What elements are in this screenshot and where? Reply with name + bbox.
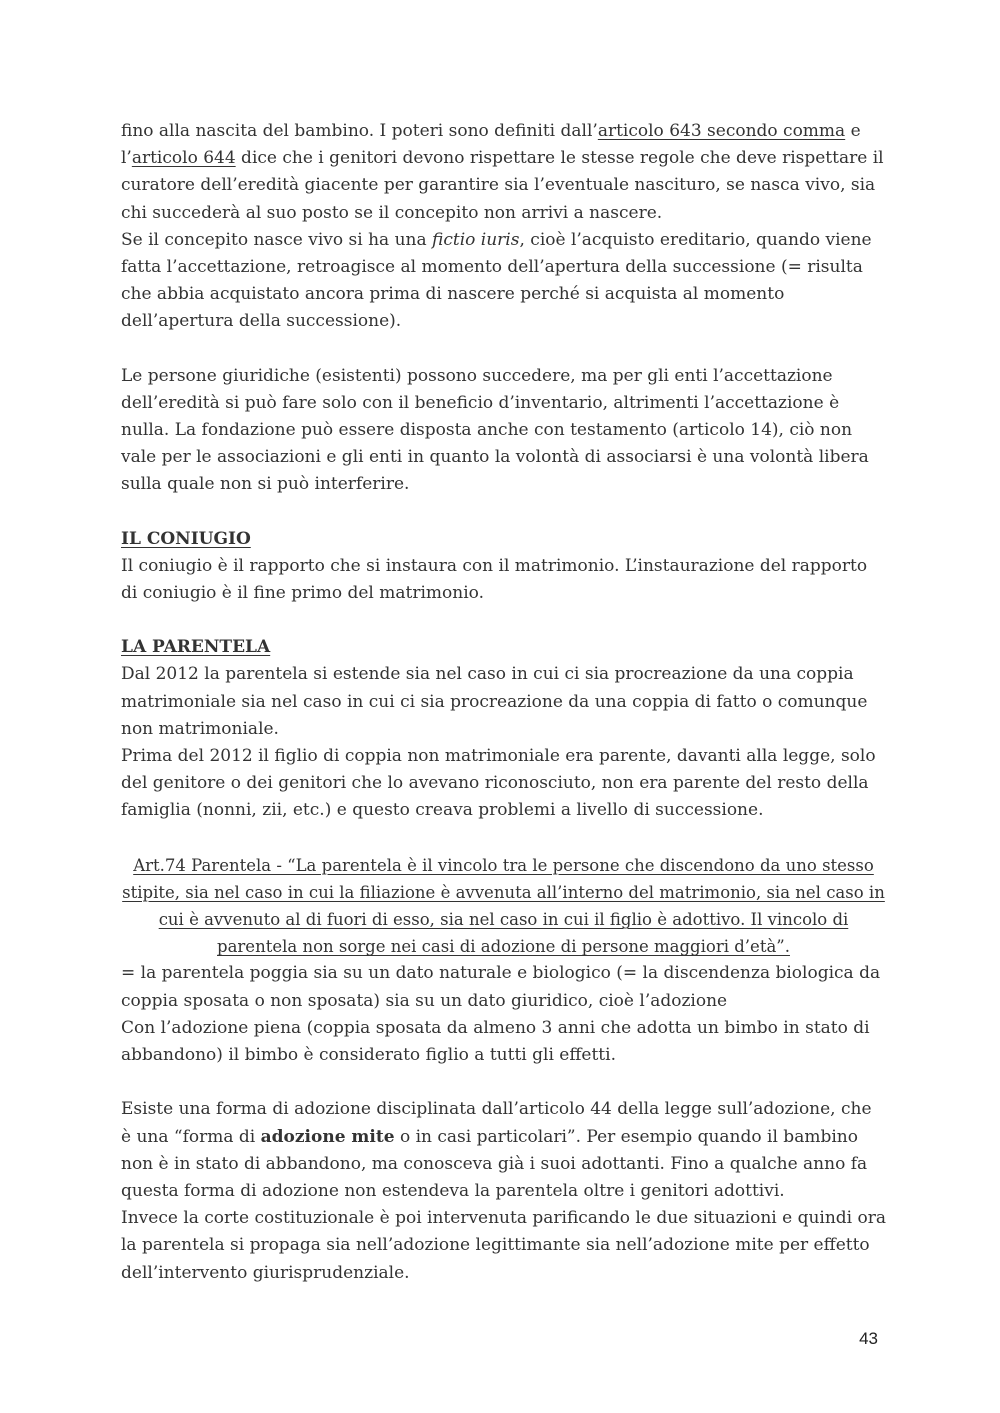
text: o in casi particolari”. Per esempio quando il bambino non è in stato di abbandono, ma conosceva già i suoi adottanti. Fino a qualche anno fa questa forma di adozione non estendeva la parentela oltre i genitori adottivi. [121,1126,868,1201]
paragraph-parentela-2012: Dal 2012 la parentela si estende sia nel caso in cui ci sia procreazione da una coppia matrimoniale sia nel caso in cui ci sia procreazione da una coppia di fatto o comunque non matrimoniale. [121,664,868,739]
text: Esiste una forma di adozione disciplinata dall’articolo 44 della legge sull’adozione, che è una “forma di [121,1099,872,1147]
text: fino alla nascita del bambino. I poteri sono definiti dall’ [121,121,598,141]
paragraph-persone-giuridiche: Le persone giuridiche (esistenti) possono succedere, ma per gli enti l’accettazione dell’eredità si può fare solo con il beneficio d’inventario, altrimenti l’accettazione è nulla. La fondazione può essere disposta anche con testamento (articolo 14), ciò non vale per le associazioni e gli enti in quanto la volontà di associarsi è una volontà libera sulla quale non si può interferire. [121,365,869,495]
paragraph-parentela-dato: = la parentela poggia sia su un dato naturale e biologico (= la discendenza biologica da coppia sposata o non sposata) sia su un dato giuridico, cioè l’adozione [121,963,881,1011]
text: e l’ [121,121,861,169]
italic-term: fictio iuris [432,229,520,250]
paragraph-poteri [121,118,886,227]
paragraph-fictio-iuris [121,227,886,336]
paragraph-adozione-mite [121,1096,886,1205]
heading-parentela: LA PARENTELA [121,637,271,658]
bold-term: adozione mite [260,1126,395,1147]
page-body [121,118,886,1287]
text: Se il concepito nasce vivo si ha una [121,229,433,250]
page-number: 43 [859,1329,878,1348]
paragraph-corte-costituzionale: Invece la corte costituzionale è poi intervenuta parificando le due situazioni e quindi ora la parentela si propaga sia nell’adozione legittimante sia nell’adozione mite per effetto dell’intervento giurisprudenziale. [121,1208,887,1283]
heading-coniugio: IL CONIUGIO [121,528,251,549]
reference-articolo-644: articolo 644 [131,148,236,169]
reference-articolo-643: articolo 643 secondo comma [597,121,846,141]
paragraph-coniugio: Il coniugio è il rapporto che si instaura con il matrimonio. L’instaurazione del rapporto di coniugio è il fine primo del matrimonio. [121,555,868,604]
paragraph-adozione-piena: Con l’adozione piena (coppia sposata da almeno 3 anni che adotta un bimbo in stato di abbandono) il bimbo è considerato figlio a tutti gli effetti. [121,1017,870,1066]
paragraph-parentela-prima: Prima del 2012 il figlio di coppia non matrimoniale era parente, davanti alla legge, solo del genitore o dei genitori che lo avevano riconosciuto, non era parente del resto della famiglia (nonni, zii, etc.) e questo creava problemi a livello di successione. [121,746,876,821]
quote-art-74: Art.74 Parentela - “La parentela è il vincolo tra le persone che discendono da uno stesso stipite, sia nel caso in cui la filiazione è avvenuta all’interno del matrimonio, sia nel caso in cui è avvenuto al di fuori di esso, sia nel caso in cui il figlio è adottivo. Il vincolo di parentela non sorge nei casi di adozione di persone maggiori d’età”. [122,855,885,957]
text: , cioè l’acquisto ereditario, quando viene fatta l’accettazione, retroagisce al momento dell’apertura della successione (= risulta che abbia acquistato ancora prima di nascere perché si acquista al momento dell’apertura della successione). [121,229,872,332]
text: dice che i genitori devono rispettare le stesse regole che deve rispettare il curatore dell’eredità giacente per garantire sia l’eventuale nascituro, se nasca vivo, sia chi succederà al suo posto se il concepito non arrivi a nascere. [121,148,884,223]
